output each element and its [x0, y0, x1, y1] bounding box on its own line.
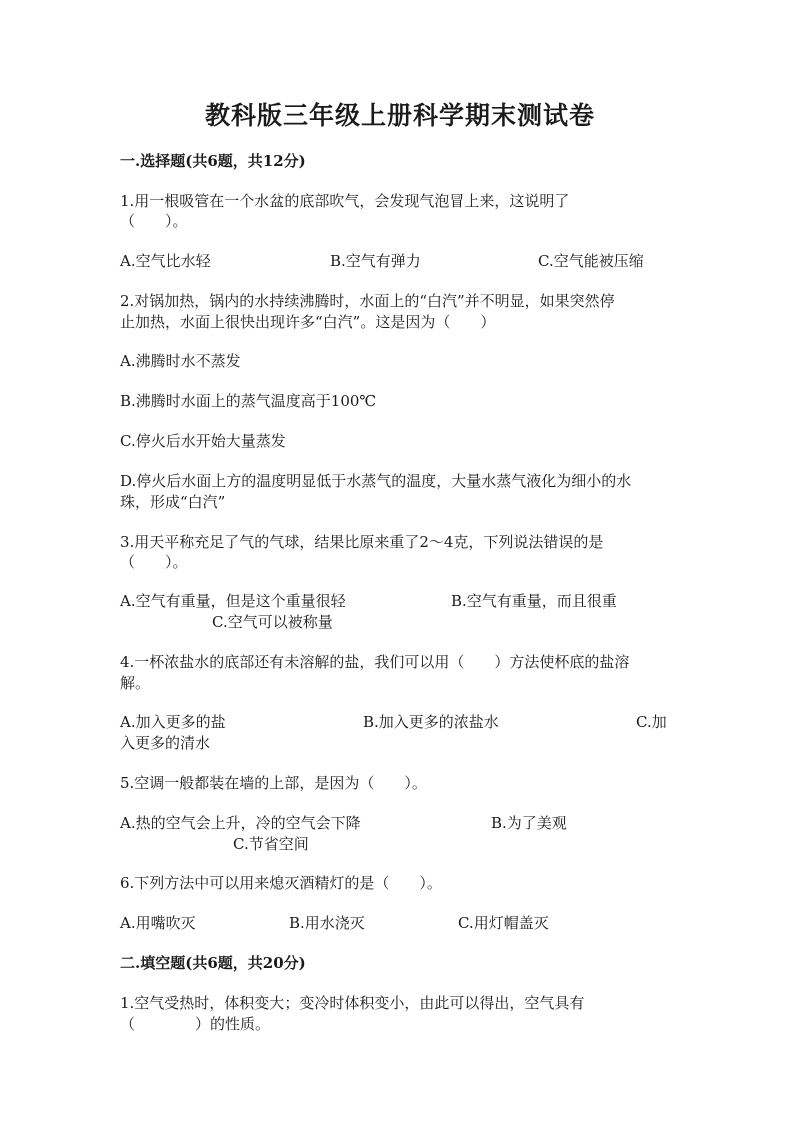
question-4-option-c-cont: 入更多的清水	[120, 734, 211, 752]
question-2-text: 2.对锅加热，锅内的水持续沸腾时，水面上的“白汽”并不明显，如果突然停	[120, 292, 615, 310]
question-2-option-b: B.沸腾时水面上的蒸气温度高于100℃	[120, 392, 377, 410]
question-6-option-c: C.用灯帽盖灭	[458, 914, 549, 932]
question-4-text-cont: 解。	[120, 674, 151, 692]
question-3-option-a: A.空气有重量，但是这个重量很轻	[120, 592, 346, 610]
question-2-text-cont: 止加热，水面上很快出现许多“白汽”。这是因为（ ）	[120, 313, 496, 331]
section-heading-choice: 一.选择题(共6题，共12分)	[120, 152, 306, 170]
section-heading-fill-in: 二.填空题(共6题，共20分)	[120, 954, 306, 972]
question-3-option-b: B.空气有重量，而且很重	[451, 592, 617, 610]
question-6-option-a: A.用嘴吹灭	[120, 914, 196, 932]
question-1-text: 1.用一根吸管在一个水盆的底部吹气，会发现气泡冒上来，这说明了	[120, 192, 570, 210]
question-6-option-b: B.用水浇灭	[289, 914, 365, 932]
fill-question-1-text-cont: （ ）的性质。	[120, 1015, 271, 1033]
question-3-option-c: C.空气可以被称量	[212, 613, 333, 631]
question-3-text: 3.用天平称充足了气的气球，结果比原来重了2～4克，下列说法错误的是	[120, 533, 604, 551]
question-4-text: 4.一杯浓盐水的底部还有未溶解的盐，我们可以用（ ）方法使杯底的盐溶	[120, 653, 630, 671]
question-5-option-b: B.为了美观	[491, 814, 567, 832]
question-5-text: 5.空调一般都装在墙的上部，是因为（ ）。	[120, 774, 427, 792]
question-4-option-b: B.加入更多的浓盐水	[363, 713, 499, 731]
question-2-option-d: D.停火后水面上方的温度明显低于水蒸气的温度，大量水蒸气液化为细小的水	[120, 472, 632, 490]
question-1-text-cont: （ ）。	[120, 212, 188, 230]
question-6-text: 6.下列方法中可以用来熄灭酒精灯的是（ ）。	[120, 874, 442, 892]
question-2-option-a: A.沸腾时水不蒸发	[120, 352, 241, 370]
question-2-option-d-cont: 珠，形成“白汽”	[120, 493, 226, 511]
exam-title: 教科版三年级上册科学期末测试卷	[204, 101, 595, 130]
question-1-option-a: A.空气比水轻	[120, 252, 211, 270]
question-1-option-b: B.空气有弹力	[330, 252, 421, 270]
question-4-option-a: A.加入更多的盐	[120, 713, 226, 731]
question-4-option-c: C.加	[636, 713, 667, 731]
question-2-option-c: C.停火后水开始大量蒸发	[120, 432, 286, 450]
question-3-text-cont: （ ）。	[120, 553, 188, 571]
question-1-option-c: C.空气能被压缩	[538, 252, 644, 270]
question-5-option-a: A.热的空气会上升，冷的空气会下降	[120, 814, 361, 832]
question-5-option-c: C.节省空间	[233, 835, 309, 853]
fill-question-1-text: 1.空气受热时，体积变大；变冷时体积变小，由此可以得出，空气具有	[120, 994, 585, 1012]
